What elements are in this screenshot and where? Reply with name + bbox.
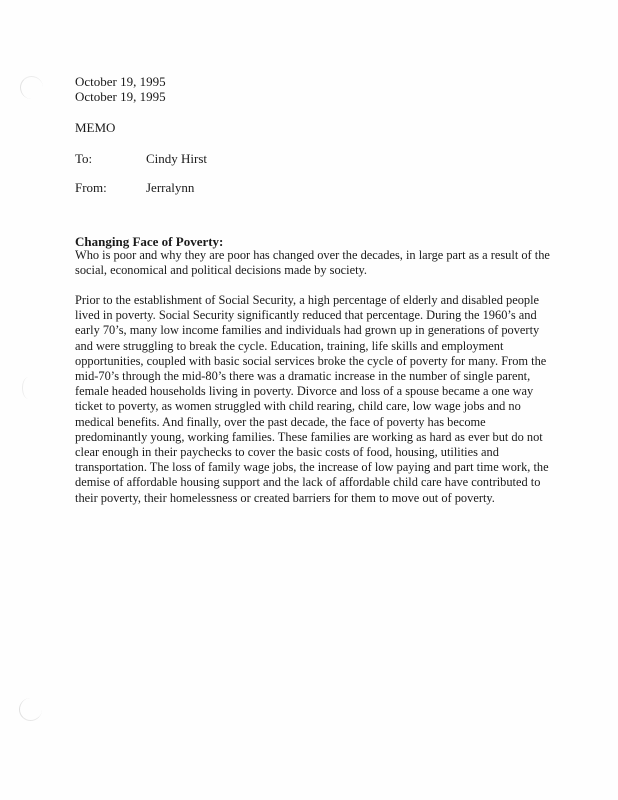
paragraph-line: and were struggling to break the cycle. Education, training, life skills and employment	[75, 338, 504, 353]
paragraph-line: lived in poverty. Social Security significantly reduced that percentage. During the 1960’s and	[75, 308, 537, 323]
memo-date: October 19, 1995	[75, 74, 166, 89]
paragraph-line: predominantly young, working families. These families are working as hard as ever but do not	[75, 429, 543, 444]
to-label: To:	[75, 151, 93, 166]
paragraph-line: their poverty, their homelessness or created barriers for them to move out of poverty.	[75, 490, 495, 505]
intro-paragraph	[75, 248, 605, 278]
punch-hole-top	[20, 76, 43, 99]
paragraph-line: medical benefits. And finally, over the past decade, the face of poverty has become	[75, 414, 486, 429]
to-recipient: Cindy Hirst	[146, 151, 208, 166]
paragraph-line: demise of affordable housing support and the lack of affordable child care have contributed to	[75, 475, 541, 490]
paragraph-line: ticket to poverty, as women struggled with child rearing, child care, low wage jobs and no	[75, 399, 521, 414]
paragraph-line: social, economical and political decisions made by society.	[75, 263, 368, 278]
paragraph-line: Prior to the establishment of Social Security, a high percentage of elderly and disabled people	[75, 293, 540, 307]
section-heading: Changing Face of Poverty:	[75, 234, 224, 249]
memo-date-duplicate: October 19, 1995	[75, 89, 166, 104]
paragraph-line: early 70’s, many low income families and individuals had grown up in generations of poverty	[75, 323, 540, 338]
memo-type-label: MEMO	[75, 120, 116, 135]
paragraph-line: transportation. The loss of family wage jobs, the increase of low paying and part time work, the	[75, 460, 549, 475]
paragraph-line: mid-70’s through the mid-80’s there was a dramatic increase in the number of single parent,	[75, 369, 531, 384]
from-label: From:	[75, 180, 107, 195]
body-paragraph	[75, 293, 605, 506]
paragraph-line: clear enough in their paychecks to cover the basic costs of food, housing, utilities and	[75, 445, 499, 460]
from-sender: Jerralynn	[146, 180, 195, 195]
paragraph-line: female headed households living in poverty. Divorce and loss of a spouse became a one way	[75, 384, 534, 399]
punch-hole-middle	[22, 377, 35, 399]
paragraph-line: opportunities, coupled with basic social services broke the cycle of poverty for many. From the	[75, 353, 547, 368]
punch-hole-bottom	[19, 698, 42, 721]
paragraph-line: Who is poor and why they are poor has changed over the decades, in large part as a result of the	[75, 248, 550, 262]
